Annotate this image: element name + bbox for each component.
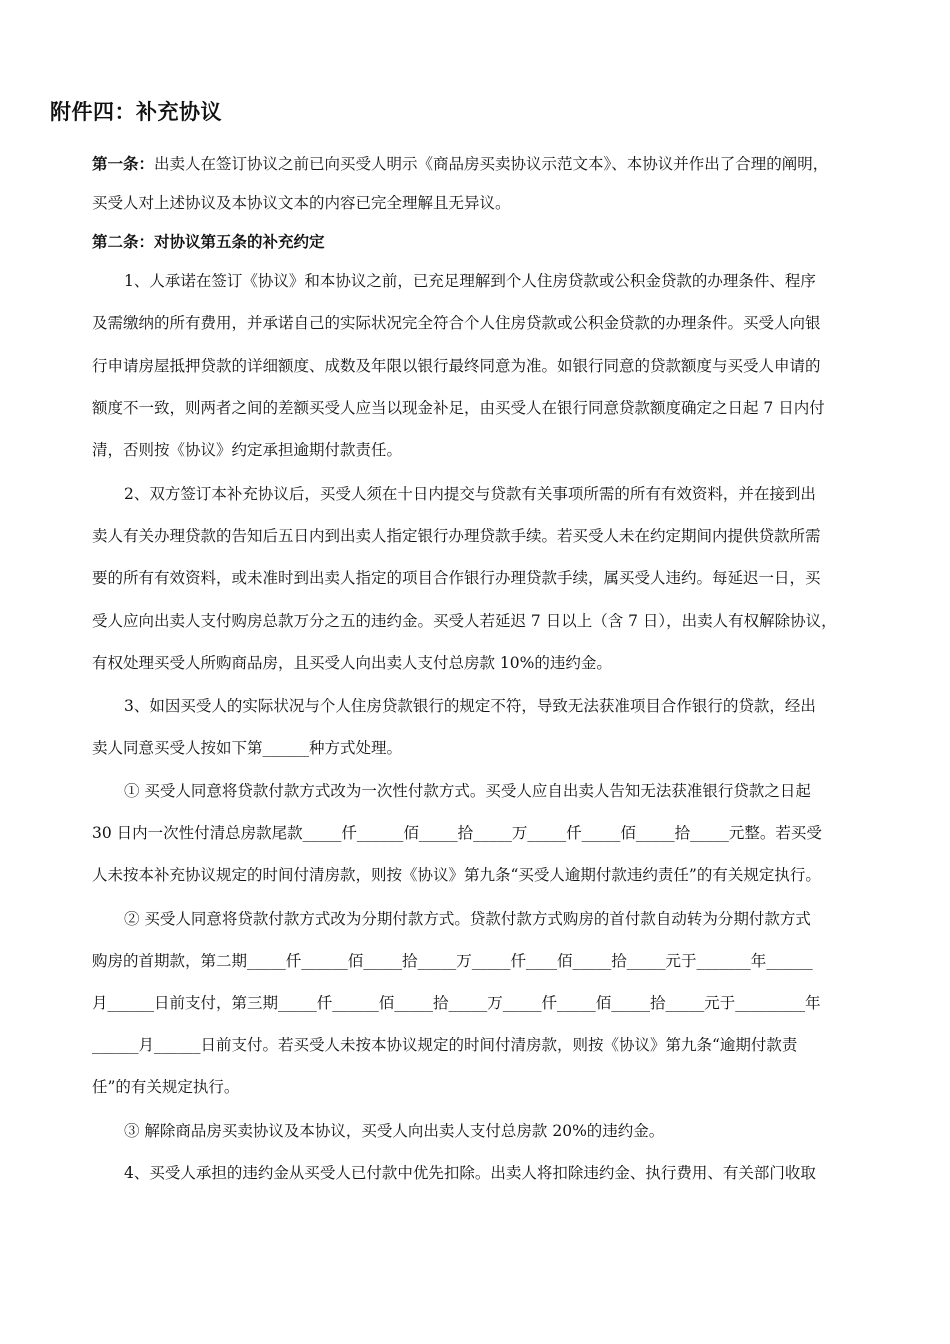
document-title: 附件四：补充协议 [50, 100, 222, 124]
article-1-label: 第一条： [92, 155, 155, 173]
option-2-line: ______月______日前支付。若买受人未按本协议规定的时间付清房款，则按《协议》第九条“逾期付款责 [92, 1036, 798, 1054]
paragraph-2-line: 2、双方签订本补充协议后，买受人须在十日内提交与贷款有关事项所需的所有有效资料，并在接到出 [124, 485, 816, 503]
option-1-line: ① 买受人同意将贷款付款方式改为一次性付款方式。买受人应自出卖人告知无法获准银行贷款之日起 [124, 782, 811, 800]
article-1-text: 出卖人在签订协议之前已向买受人明示《商品房买卖协议示范文本》、本协议并作出了合理的阐明， [154, 155, 829, 173]
option-2-line: 月______日前支付，第三期_____仟______佰_____拾_____万_____仟_____佰_____拾_____元于_________年 [92, 994, 821, 1012]
paragraph-1-line: 行申请房屋抵押贷款的详细额度、成数及年限以银行最终同意为准。如银行同意的贷款额度与买受人申请的 [92, 357, 821, 375]
paragraph-1-line: 及需缴纳的所有费用，并承诺自己的实际状况完全符合个人住房贷款或公积金贷款的办理条件。买受人向银 [92, 314, 821, 332]
paragraph-3-line: 3、如因买受人的实际状况与个人住房贷款银行的规定不符，导致无法获准项目合作银行的贷款，经出 [124, 697, 816, 715]
article-1-line: 买受人对上述协议及本协议文本的内容已完全理解且无异议。 [92, 194, 511, 212]
paragraph-2-line: 卖人有关办理贷款的告知后五日内到出卖人指定银行办理贷款手续。若买受人未在约定期间内提供贷款所需 [92, 527, 821, 545]
paragraph-3-line: 卖人同意买受人按如下第______种方式处理。 [92, 739, 403, 757]
article-1-line [92, 153, 892, 175]
paragraph-1-line: 1、人承诺在签订《协议》和本协议之前，已充足理解到个人住房贷款或公积金贷款的办理条件、程序 [124, 272, 816, 290]
article-2-heading: 第二条：对协议第五条的补充约定 [92, 233, 325, 251]
option-2-line: ② 买受人同意将贷款付款方式改为分期付款方式。贷款付款方式购房的首付款自动转为分期付款方式 [124, 910, 811, 928]
paragraph-4-line: 4、买受人承担的违约金从买受人已付款中优先扣除。出卖人将扣除违约金、执行费用、有关部门收取 [124, 1164, 816, 1182]
paragraph-1-line: 额度不一致，则两者之间的差额买受人应当以现金补足，由买受人在银行同意贷款额度确定之日起 7 日内付 [92, 399, 825, 417]
option-1-line: 30 日内一次性付清总房款尾款_____仟______佰_____拾_____万_____仟_____佰_____拾_____元整。若买受 [92, 824, 822, 842]
paragraph-2-line: 要的所有有效资料，或未准时到出卖人指定的项目合作银行办理贷款手续，属买受人违约。每延迟一日，买 [92, 569, 821, 587]
paragraph-1-line: 清，否则按《协议》约定承担逾期付款责任。 [92, 441, 403, 459]
option-1-line: 人未按本补充协议规定的时间付清房款，则按《协议》第九条“买受人逾期付款违约责任”的有关规定执行。 [92, 866, 821, 884]
option-3-line: ③ 解除商品房买卖协议及本协议，买受人向出卖人支付总房款 20%的违约金。 [124, 1122, 665, 1140]
paragraph-2-line: 受人应向出卖人支付购房总款万分之五的违约金。买受人若延迟 7 日以上（含 7 日），出卖人有权解除协议， [92, 612, 837, 630]
option-2-line: 购房的首期款，第二期_____仟______佰_____拾_____万_____仟____佰_____拾_____元于_______年______ [92, 952, 813, 970]
paragraph-2-line: 有权处理买受人所购商品房，且买受人向出卖人支付总房款 10%的违约金。 [92, 654, 612, 672]
option-2-line: 任”的有关规定执行。 [92, 1078, 240, 1096]
